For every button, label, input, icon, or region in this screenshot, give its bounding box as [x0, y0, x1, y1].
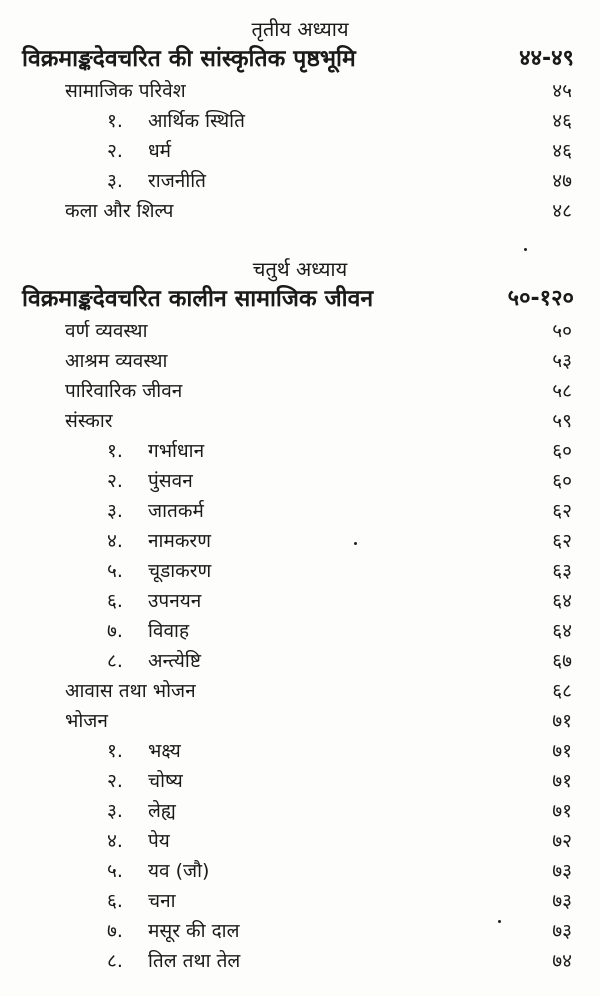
toc-entry-title: चूडाकरण: [148, 560, 212, 582]
toc-entry-title: गर्भाधान: [148, 440, 205, 462]
toc-entry-title: आवास तथा भोजन: [65, 680, 196, 702]
toc-entry-title: कला और शिल्प: [65, 200, 174, 222]
toc-entry-title: वर्ण व्यवस्था: [65, 320, 148, 342]
toc-entry: [0, 826, 600, 856]
toc-entry: [0, 316, 600, 346]
toc-entry: [0, 376, 600, 406]
toc-entry-page: ५३: [552, 350, 572, 372]
toc-entry: [0, 346, 600, 376]
toc-entry-number: २.: [107, 770, 123, 792]
toc-entry: [0, 436, 600, 466]
toc-entry-page: ७१: [552, 740, 572, 762]
print-speck: [498, 920, 501, 923]
toc-entry: [0, 166, 600, 196]
toc-entry: [0, 676, 600, 706]
toc-entry: [0, 916, 600, 946]
toc-entry-number: १.: [107, 740, 123, 762]
toc-entry-page: ४८: [552, 200, 572, 222]
print-speck: [524, 248, 527, 251]
toc-entry-number: २.: [107, 470, 123, 492]
toc-entry-title: चना: [148, 890, 176, 912]
chapter4-title: विक्रमाङ्कदेवचरित कालीन सामाजिक जीवन: [22, 286, 374, 312]
toc-entry-page: ४६: [552, 140, 572, 162]
toc-entry-page: ६७: [552, 650, 572, 672]
toc-entry-number: ६.: [107, 890, 123, 912]
toc-entry: [0, 706, 600, 736]
toc-entry-title: संस्कार: [65, 410, 113, 432]
chapter3-title: विक्रमाङ्कदेवचरित की सांस्कृतिक पृष्ठभूमि: [22, 46, 356, 72]
toc-entry-number: ८.: [107, 950, 123, 972]
toc-entry-title: पेय: [148, 830, 170, 852]
toc-entry-title: चोष्य: [148, 770, 183, 792]
toc-entry-title: आर्थिक स्थिति: [148, 110, 245, 132]
toc-entry-number: ७.: [107, 620, 123, 642]
toc-entry-page: ७२: [552, 830, 572, 852]
toc-entry: [0, 736, 600, 766]
toc-entry-title: विवाह: [148, 620, 190, 642]
toc-entry-number: ४.: [107, 830, 123, 852]
toc-entry-page: ६४: [552, 620, 572, 642]
toc-entry-title: सामाजिक परिवेश: [65, 80, 186, 102]
toc-entry-page: ५०: [552, 320, 572, 342]
chapter4-page-range: ५०-१२०: [507, 286, 574, 311]
chapter3-page-range: ४४-४९: [519, 46, 574, 71]
toc-entry: [0, 556, 600, 586]
toc-entry-page: ६२: [552, 500, 572, 522]
toc-entry-page: ७३: [552, 920, 572, 942]
toc-entry-page: ६०: [552, 470, 572, 492]
toc-entry-title: अन्त्येष्टि: [148, 650, 201, 672]
toc-entry-number: ३.: [107, 500, 123, 522]
toc-entry: [0, 586, 600, 616]
toc-entry: [0, 766, 600, 796]
toc-entry-title: भोजन: [65, 710, 108, 732]
chapter4-heading: चतुर्थ अध्याय: [252, 257, 348, 281]
toc-entry-page: ४५: [552, 80, 572, 102]
toc-entry-title: लेह्य: [148, 800, 176, 822]
toc-entry-page: ७३: [552, 860, 572, 882]
toc-entry-number: ८.: [107, 650, 123, 672]
toc-entry-number: ३.: [107, 170, 123, 192]
toc-entry: [0, 646, 600, 676]
toc-entry-number: ४.: [107, 530, 123, 552]
toc-entry-number: ७.: [107, 920, 123, 942]
toc-entry-page: ४६: [552, 110, 572, 132]
toc-entry: [0, 796, 600, 826]
toc-entry: [0, 466, 600, 496]
toc-entry-number: ३.: [107, 800, 123, 822]
toc-entry-title: नामकरण: [148, 530, 211, 552]
toc-entry: [0, 616, 600, 646]
toc-entry: [0, 526, 600, 556]
toc-entry-number: ५.: [107, 860, 123, 882]
toc-entry-page: ७१: [552, 710, 572, 732]
toc-entry-number: ६.: [107, 590, 123, 612]
toc-entry-number: १.: [107, 110, 123, 132]
toc-entry-page: ५९: [552, 410, 572, 432]
toc-entry-page: ७४: [552, 950, 572, 972]
toc-entry: [0, 886, 600, 916]
toc-entry-title: आश्रम व्यवस्था: [65, 350, 168, 372]
toc-entry: [0, 106, 600, 136]
toc-entry-page: ६४: [552, 590, 572, 612]
toc-entry-page: ६२: [552, 530, 572, 552]
toc-entry: [0, 856, 600, 886]
chapter3-heading: तृतीय अध्याय: [251, 17, 349, 41]
toc-entry: [0, 406, 600, 436]
toc-entry-page: ७३: [552, 890, 572, 912]
toc-entry-number: १.: [107, 440, 123, 462]
toc-entry-title: तिल तथा तेल: [148, 950, 241, 972]
toc-entry-title: भक्ष्य: [148, 740, 181, 762]
toc-entry-page: ७१: [552, 770, 572, 792]
toc-entry-number: २.: [107, 140, 123, 162]
toc-entry-page: ६३: [552, 560, 572, 582]
toc-entry-page: ७१: [552, 800, 572, 822]
print-speck: [354, 542, 357, 545]
toc-entry-title: मसूर की दाल: [148, 920, 240, 942]
toc-entry: [0, 136, 600, 166]
toc-entry-page: ४७: [552, 170, 572, 192]
toc-entry-title: धर्म: [148, 140, 172, 162]
toc-entry-title: पुंसवन: [148, 470, 193, 492]
toc-entry-title: उपनयन: [148, 590, 202, 612]
toc-entry-title: पारिवारिक जीवन: [65, 380, 183, 402]
toc-entry-page: ६०: [552, 440, 572, 462]
toc-entry: [0, 196, 600, 226]
toc-entry-page: ५८: [552, 380, 572, 402]
toc-entry-page: ६८: [552, 680, 572, 702]
toc-entry-number: ५.: [107, 560, 123, 582]
toc-entry-title: जातकर्म: [148, 500, 204, 522]
toc-entry: [0, 76, 600, 106]
toc-entry-title: यव (जौ): [148, 860, 210, 882]
toc-entry-title: राजनीति: [148, 170, 207, 192]
toc-entry: [0, 946, 600, 976]
toc-entry: [0, 496, 600, 526]
